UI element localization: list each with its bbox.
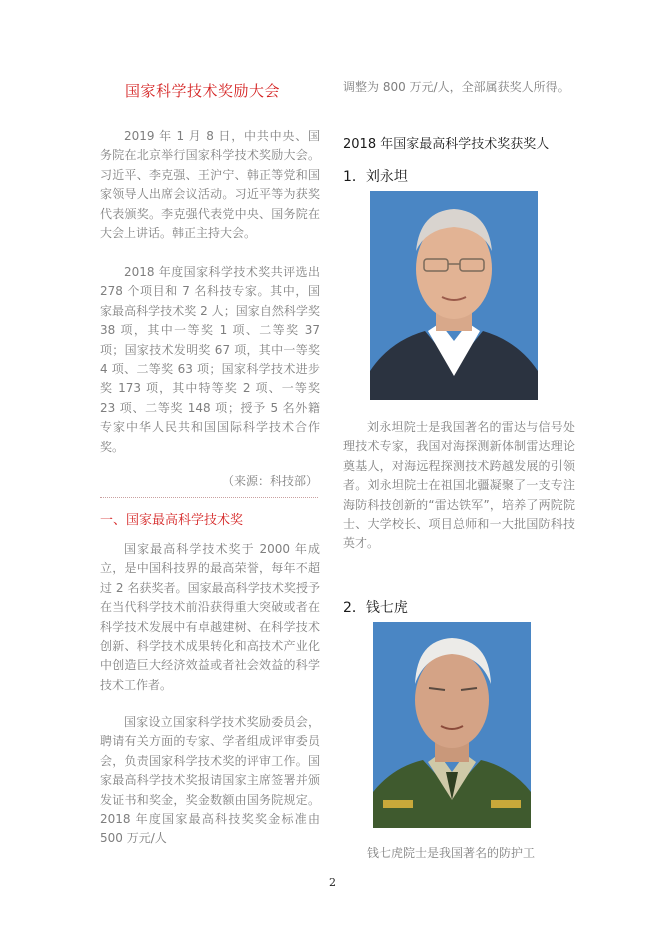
top-award-intro-paragraph: 国家最高科学技术奖于 2000 年成立，是中国科技界的最高荣誉，每年不超过 2 名获奖者。国家最高科学技术奖授予在当代科学技术前沿获得重大突破或者在科学技术发展中有卓越建树、在科学技术创新、科学技术成果转化和高技术产业化中创造巨大经济效益或者社会效益的科学技术工作者。 xyxy=(100,542,320,692)
person2-portrait-svg xyxy=(373,622,531,828)
person1-description: 刘永坦院士是我国著名的雷达与信号处理技术专家，我国对海探测新体制雷达理论奠基人，对海远程探测技术跨越发展的引领者。刘永坦院士在祖国北疆凝聚了一支专注海防科技创新的“雷达铁军”，培养了两院院士、大学校长、项目总师和一大批国防科技英才。 xyxy=(343,420,575,551)
section-heading-top-award: 一、国家最高科学技术奖 xyxy=(100,513,244,528)
person2-description: 钱七虎院士是我国著名的防护工 xyxy=(367,846,536,860)
intro-paragraph: 2019 年 1 月 8 日，中共中央、国务院在北京举行国家科学技术奖励大会。习近平、李克强、王沪宁、韩正等党和国家领导人出席会议活动。习近平等为获奖代表颁奖。李克强代表党中央、国务院在大会上讲话。韩正主持大会。 xyxy=(100,129,320,241)
committee-paragraph: 国家设立国家科学技术奖励委员会，聘请有关方面的专家、学者组成评审委员会，负责国家科学技术奖的评审工作。国家最高科学技术奖报请国家主席签署并颁发证书和奖金，奖金数额由国务院规定。2018 年度国家最高科技奖奖金标准由 500 万元/人 xyxy=(100,715,320,846)
awards-summary-paragraph: 2018 年度国家科学技术奖共评选出 278 个项目和 7 名科技专家。其中，国家最高科学技术奖 2 人；国家自然科学奖 38 项，其中一等奖 1 项、二等奖 37 项；国家技术发明奖 67 项，其中一等奖 4 项、二等奖 63 项；国家科学技术进步奖 173 项，其中特等奖 2 项、一等奖 23 项、二等奖 148 项；授予 5 名外籍专家中华人民共和国国际科学技术合作奖。 xyxy=(100,265,320,454)
person1-portrait-photo xyxy=(370,191,538,400)
page-number: 2 xyxy=(329,876,336,889)
divider xyxy=(100,497,318,498)
person1-name: 1．刘永坦 xyxy=(343,169,408,185)
page-title: 国家科学技术奖励大会 xyxy=(125,82,281,100)
person2-portrait-photo xyxy=(373,622,531,828)
continued-paragraph: 调整为 800 万元/人，全部属获奖人所得。 xyxy=(343,80,570,94)
source-note: （来源：科技部） xyxy=(221,474,318,488)
person1-portrait-svg xyxy=(370,191,538,400)
person2-name: 2．钱七虎 xyxy=(343,600,408,616)
winners-heading: 2018 年国家最高科学技术奖获奖人 xyxy=(343,137,550,152)
